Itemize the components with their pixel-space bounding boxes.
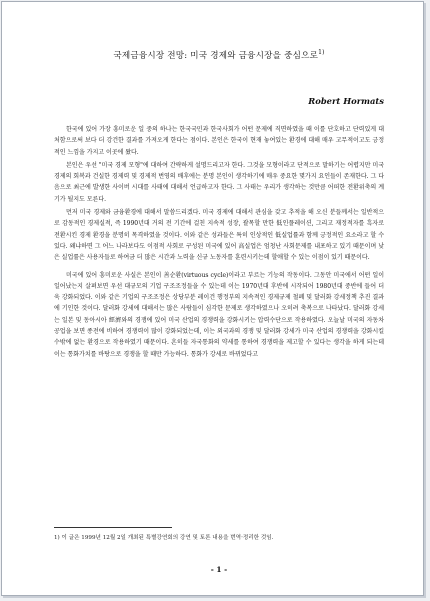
body-text — [54, 124, 384, 362]
footnote: 1) 이 글은 1999년 12월 2일 개최된 특별강연회의 강연 및 토론 내용을 번역·정리한 것임. — [54, 535, 274, 541]
paragraph-2: 본인은 우선 "미국 경제 모형"에 대하여 간략하게 설명드리고자 한다. 그것을 모형이라고 단적으로 말하기는 어렵지만 미국 경제의 회복과 건실한 경제력 및 경제적 번영의 배후에는 분명 본인이 생각하기에 매우 중요한 몇가지 요인들이 존재한다. 그 다음으로 최근에 발생한 사이버 시대를 사태에 대해서 언급하고자 한다. 그 사태는 우리가 생각하는 것만큼 어떠한 전환위축의 계기가 될지도 모른다. — [54, 161, 384, 203]
title-text: 국제금융시장 전망: 미국 경제와 금융시장을 중심으로 — [113, 51, 319, 61]
author-name: Robert Hormats — [308, 96, 384, 106]
title-footnote-marker: 1) — [318, 49, 325, 57]
page-number: - 1 - — [210, 565, 228, 574]
paragraph-4: 미국에 있어 흥미로운 사실은 본인이 善순환(virtuous cycle)이라고 부르는 기능의 작동이다. 그동안 미국에서 어떤 일이 일어났는지 살펴보면 우선 대규모의 기업 구조조정들을 수 있는데 이는 1970년대 후반에 시작되어 1980년대 중반에 들어 더욱 강화되었다. 이와 같은 기업의 구조조정은 상당부분 레이건 행정부의 지속적인 경제규제 철폐 및 달러화 강세정책 추진 결과에 기인한 것이다. 달러화 강세에 대해서는 많은 사람들이 심각한 문제로 생각하였으나 오히려 축복으로 나타났다. 달러화 강세는 일본 및 동아시아 經濟와의 경쟁에 있어 미국 산업의 경쟁력을 강화시키는 압력수단으로 작용하였다. 오늘날 미국의 자동차공업을 보면 종전에 비하여 경쟁력이 많이 강화되었는데, 이는 외국과의 경쟁 및 달러화 강세가 미국 산업의 경쟁력을 강화시킬 수밖에 없는 환경으로 작용하였기 때문이다. 흔히들 자국통화의 약세를 통하여 경쟁력을 제고할 수 있다는 생각을 하게 되는데 이는 통화가치를 바탕으로 경쟁을 할 때만 가능하다. 통화가 강세로 바뀌었다고 — [54, 271, 384, 358]
document-page — [1, 1, 424, 596]
paragraph-3: 먼저 미국 경제와 금융환경에 대해서 말씀드리겠다. 미국 경제에 대해서 관심을 갖고 추적을 해 오신 분들께서는 일반적으로 감동적인 경제실적, 즉 1990년대 거의 전 기간에 걸친 지속적 성장, 괄목할 만한 低인플레이션, 그리고 재정적자를 흑자로 전환시킨 경제 환경을 분명히 목격하였을 것이다. 이와 같은 성과들은 특히 인상적인 低실업률과 함께 긍정적인 요소라고 할 수 있다. 왜냐하면 그 어느 나라보다도 이점적 사회로 구성된 미국에 있어 高실업은 엄청난 사회문제를 내포하고 있기 때문이며 낮은 실업률은 사용자들로 하여금 더 많은 시간과 노력을 신규 노동자를 훈련시키는데 할애할 수 있는 이점이 있기 때문이다. — [54, 209, 384, 262]
footnote-divider — [54, 527, 172, 528]
paragraph-1: 한국에 있어 가장 흥미로운 일 중의 하나는 한국국민과 한국사회가 어떤 문제에 직면하였을 때 이를 단호하고 단력있게 대처함으로써 보다 더 강건한 결과를 가져오게 한다는 점이다. 본인은 한국이 현재 놓여있는 환경에 대해 매우 고무적이고도 긍정적인 느낌을 가지고 이곳에 왔다. — [54, 126, 384, 156]
page-content — [54, 2, 384, 595]
document-title — [54, 49, 384, 61]
